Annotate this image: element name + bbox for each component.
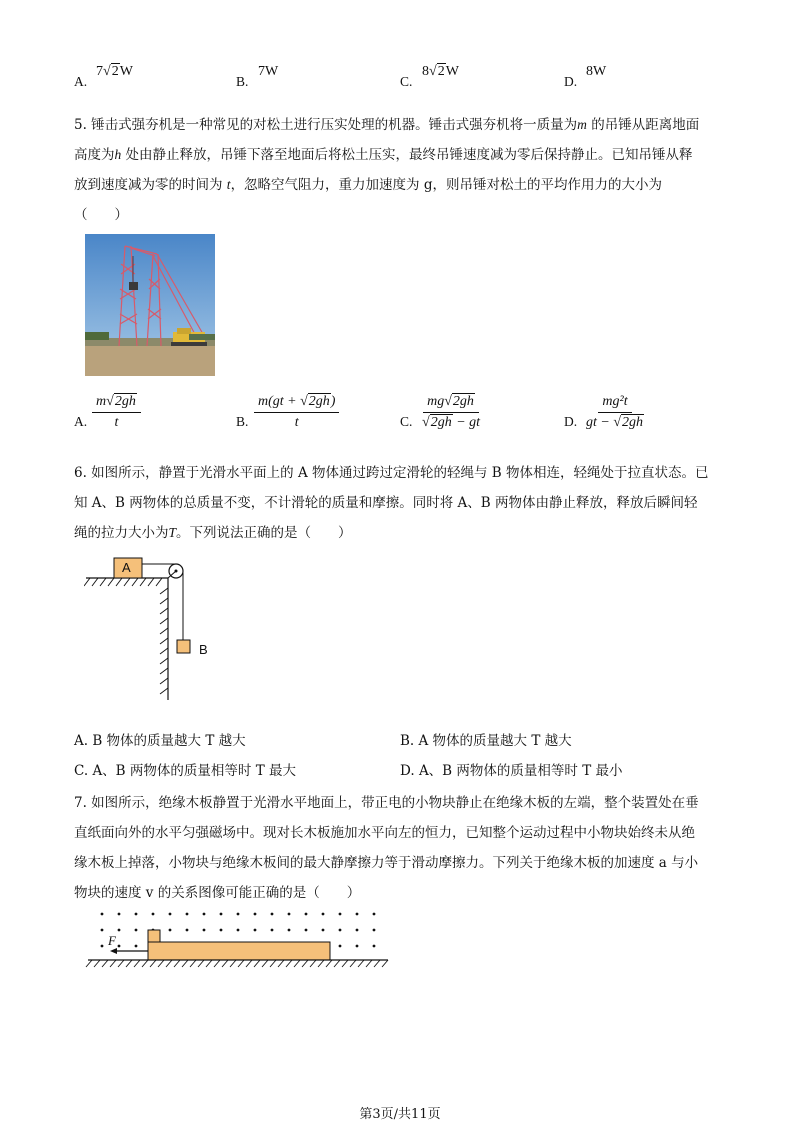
q4-option-b-letter: B. — [236, 74, 249, 89]
field-dot — [169, 913, 172, 916]
field-dot — [118, 945, 121, 948]
insulating-board — [148, 942, 330, 960]
q4-option-d-letter: D. — [564, 74, 578, 89]
field-dot — [271, 929, 274, 932]
field-dot — [169, 929, 172, 932]
q7-question — [74, 788, 738, 908]
q6-options — [74, 726, 738, 786]
q5-option-d: $\frac{\text{mg²t}}{gt - √2gh}$ — [586, 394, 644, 430]
q5-option-c-letter: C. — [400, 414, 413, 429]
field-dot — [152, 913, 155, 916]
field-dot — [356, 913, 359, 916]
field-dot — [220, 913, 223, 916]
q6-option-c: C. A、B 两物体的质量相等时 T 最大 — [74, 763, 296, 779]
q4-option-d: 8W — [586, 64, 607, 79]
q4-options — [74, 62, 738, 92]
field-dot — [305, 929, 308, 932]
field-dot — [186, 913, 189, 916]
field-dot — [356, 945, 359, 948]
q6-line-2: 知 A、B 两物体的总质量不变，不计滑轮的质量和摩擦。同时将 A、B 两物体由静止释放，释放后瞬间轻 — [74, 495, 698, 511]
q6-question — [74, 458, 738, 548]
magnetic-field-diagram — [84, 908, 394, 970]
q7-line-4: 物块的速度 v 的关系图像可能正确的是（ ） — [74, 885, 361, 901]
field-dot — [288, 913, 291, 916]
field-dot — [237, 929, 240, 932]
field-dot — [118, 929, 121, 932]
field-dot — [135, 945, 138, 948]
q4-option-b: 7W — [258, 64, 279, 79]
q6-line-1: 6. 如图所示，静置于光滑水平面上的 A 物体通过跨过定滑轮的轻绳与 B 物体相连，轻绳处于拉直状态。已 — [74, 465, 709, 481]
field-dot — [254, 929, 257, 932]
q7-line-1: 7. 如图所示，绝缘木板静置于光滑水平地面上，带正电的小物块静止在绝缘木板的左端，整个装置处在垂 — [74, 795, 699, 811]
field-dot — [373, 945, 376, 948]
q5-bracket: （ ） — [74, 207, 128, 223]
small-block — [148, 930, 160, 942]
field-dot — [101, 929, 104, 932]
field-dot — [101, 945, 104, 948]
force-label: F — [108, 933, 116, 948]
q5-option-b: $\frac{m(gt + √2gh)}{t}$ — [254, 394, 339, 431]
field-dot — [339, 913, 342, 916]
q6-line-3: 绳的拉力大小为T。下列说法正确的是（ ） — [74, 525, 352, 541]
q4-option-c-letter: C. — [400, 74, 413, 89]
page-footer: 第3页/共11页 — [359, 1107, 441, 1122]
q7-line-3: 缘木板上掉落，小物块与绝缘木板间的最大静摩擦力等于滑动摩擦力。下列关于绝缘木板的加速度 a 与小 — [74, 855, 699, 871]
field-dot — [322, 929, 325, 932]
field-dot — [101, 913, 104, 916]
block-b-label: B — [199, 642, 208, 657]
block-a-label: A — [122, 560, 131, 575]
q4-option-a: 7√2W — [96, 64, 133, 79]
q5-option-a: $\frac{m√2gh}{t}$ — [92, 394, 141, 431]
q5-option-c: $\frac{mg√2gh}{√2gh - gt}$ — [422, 394, 481, 430]
q5-options — [74, 392, 738, 442]
q6-option-b: B. A 物体的质量越大 T 越大 — [400, 733, 572, 749]
q6-option-a: A. B 物体的质量越大 T 越大 — [74, 733, 246, 749]
q6-option-d: D. A、B 两物体的质量相等时 T 最小 — [400, 763, 623, 779]
q7-line-2: 直纸面向外的水平匀强磁场中。现对长木板施加水平向左的恒力，已知整个运动过程中小物块始终未从绝 — [74, 825, 695, 841]
field-dot — [220, 929, 223, 932]
field-dot — [135, 913, 138, 916]
field-dot — [271, 913, 274, 916]
field-dot — [186, 929, 189, 932]
field-dot — [118, 913, 121, 916]
field-dot — [254, 913, 257, 916]
q5-line-1: 5. 锤击式强夯机是一种常见的对松土进行压实处理的机器。锤击式强夯机将一质量为m 的吊锤从距离地面 — [74, 117, 700, 133]
field-dot — [339, 929, 342, 932]
field-dot — [339, 945, 342, 948]
field-dot — [237, 913, 240, 916]
q5-question — [74, 110, 738, 230]
field-dot — [322, 913, 325, 916]
field-dot — [373, 913, 376, 916]
field-dot — [305, 913, 308, 916]
field-dot — [356, 929, 359, 932]
q5-line-2: 高度为h 处由静止释放，吊锤下落至地面后将松土压实，最终吊锤速度减为零后保持静止。已知吊锤从释 — [74, 147, 693, 163]
q4-option-a-letter: A. — [74, 74, 88, 89]
field-dot — [288, 929, 291, 932]
q5-option-b-letter: B. — [236, 414, 249, 429]
field-dot — [203, 929, 206, 932]
q5-option-a-letter: A. — [74, 414, 88, 429]
q5-option-d-letter: D. — [564, 414, 578, 429]
q4-option-c: 8√2W — [422, 64, 459, 79]
field-dot — [203, 913, 206, 916]
field-dot — [373, 929, 376, 932]
field-dot — [135, 929, 138, 932]
q5-line-3: 放到速度减为零的时间为 t，忽略空气阻力，重力加速度为 g，则吊锤对松土的平均作用力的大小为 — [74, 177, 662, 193]
pulley-diagram — [84, 554, 224, 704]
crane-photo — [85, 234, 215, 376]
